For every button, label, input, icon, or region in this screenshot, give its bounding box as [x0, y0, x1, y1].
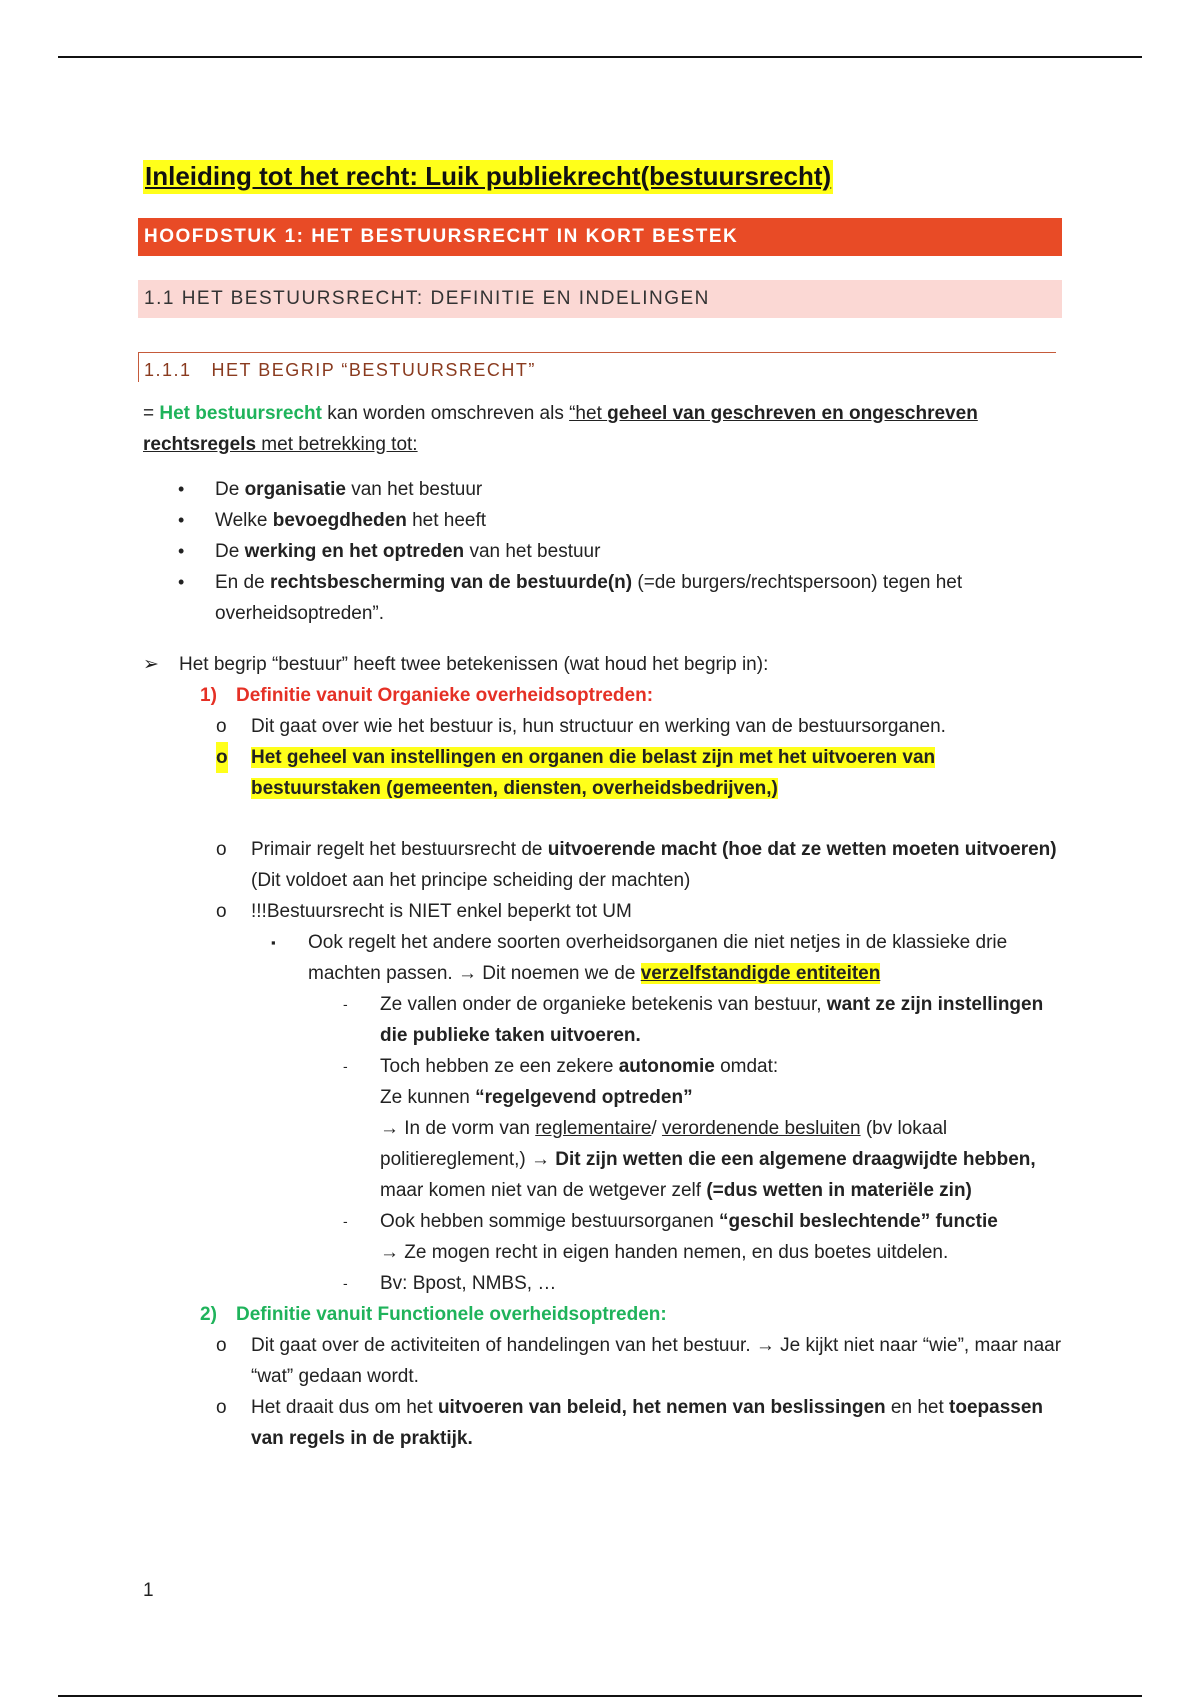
subsection-title: HET BEGRIP “BESTUURSRECHT”	[211, 359, 536, 380]
definition-1-heading: 1) Definitie vanuit Organieke overheidsoptreden:	[200, 684, 654, 706]
list-item: o Dit gaat over wie het bestuur is, hun structuur en werking van de bestuursorganen.	[216, 715, 946, 737]
list-item: o Dit gaat over de activiteiten of handelingen van het bestuur. → Je kijkt niet naar “wie”, maar naar “wat” gedaan wordt.	[216, 1334, 1062, 1387]
subsection-heading	[138, 352, 1056, 382]
definition-paragraph: = Het bestuursrecht kan worden omschreven als “het geheel van geschreven en ongeschreven rechtsregels met betrekking tot:	[143, 402, 978, 455]
section-heading: 1.1 HET BESTUURSRECHT: DEFINITIE EN INDELINGEN	[138, 280, 1062, 318]
list-item: • En de rechtsbescherming van de bestuurde(n) (=de burgers/rechtspersoon) tegen het overheidsoptreden”.	[143, 567, 1063, 629]
list-item-highlighted: o Het geheel van instellingen en organen die belast zijn met het uitvoeren van bestuurstaken (gemeenten, diensten, overheidsbedrijven,)	[143, 742, 1063, 804]
definition-term: Het bestuursrecht	[159, 402, 322, 424]
page-number: 1	[143, 1580, 154, 1601]
list-item-continuation: → In de vorm van reglementaire/ verordenende besluiten (bv lokaal politiereglement,) → Dit zijn wetten die een algemene draagwijdte hebben, maar komen niet van de wetgever zelf (=dus wetten in materiële zin)	[380, 1117, 1036, 1201]
subsection-number: 1.1.1	[144, 359, 192, 380]
header-rule	[58, 56, 1142, 58]
document-page	[143, 160, 1063, 1454]
list-item: o !!!Bestuursrecht is NIET enkel beperkt tot UM	[216, 900, 632, 922]
definition-bullets	[143, 474, 1063, 629]
bullet-marker: •	[178, 571, 185, 592]
list-item: - Toch hebben ze een zekere autonomie omdat:	[343, 1055, 779, 1077]
arrow-bullet-icon: ➢	[143, 653, 159, 675]
bullet-marker: •	[178, 478, 185, 499]
list-item-continuation: → Ze mogen recht in eigen handen nemen, en dus boetes uitdelen.	[380, 1241, 949, 1263]
list-item: ▪ Ook regelt het andere soorten overheidsorganen die niet netjes in de klassieke drie machten passen. → Dit noemen we de verzelfstandigde entiteiten	[271, 931, 1008, 984]
bullet-marker: •	[178, 540, 185, 561]
highlighted-term: verzelfstandigde entiteiten	[640, 962, 881, 984]
list-item: • De werking en het optreden van het bestuur	[143, 536, 1063, 567]
bullet-marker: •	[178, 509, 185, 530]
definition-2-heading: 2) Definitie vanuit Functionele overheidsoptreden:	[200, 1303, 667, 1325]
list-item: - Ze vallen onder de organieke betekenis van bestuur, want ze zijn instellingen die publieke taken uitvoeren.	[343, 993, 1044, 1046]
list-item: - Bv: Bpost, NMBS, …	[343, 1272, 557, 1294]
list-item: o Het draait dus om het uitvoeren van beleid, het nemen van beslissingen en het toepassen van regels in de praktijk.	[216, 1396, 1043, 1449]
list-item: • De organisatie van het bestuur	[143, 474, 1063, 505]
list-item-continuation: Ze kunnen “regelgevend optreden”	[380, 1086, 693, 1108]
list-item: - Ook hebben sommige bestuursorganen “geschil beslechtende” functie	[343, 1210, 998, 1232]
document-title: Inleiding tot het recht: Luik publiekrecht(bestuursrecht)	[143, 160, 1063, 194]
bestuur-intro: ➢ Het begrip “bestuur” heeft twee betekenissen (wat houd het begrip in):	[143, 649, 1063, 680]
list-item: • Welke bevoegdheden het heeft	[143, 505, 1063, 536]
footer-rule	[58, 1695, 1142, 1697]
list-item: o Primair regelt het bestuursrecht de uitvoerende macht (hoe dat ze wetten moeten uitvoeren) (Dit voldoet aan het principe scheiding der machten)	[216, 838, 1057, 891]
chapter-heading: HOOFDSTUK 1: HET BESTUURSRECHT IN KORT BESTEK	[138, 218, 1062, 256]
